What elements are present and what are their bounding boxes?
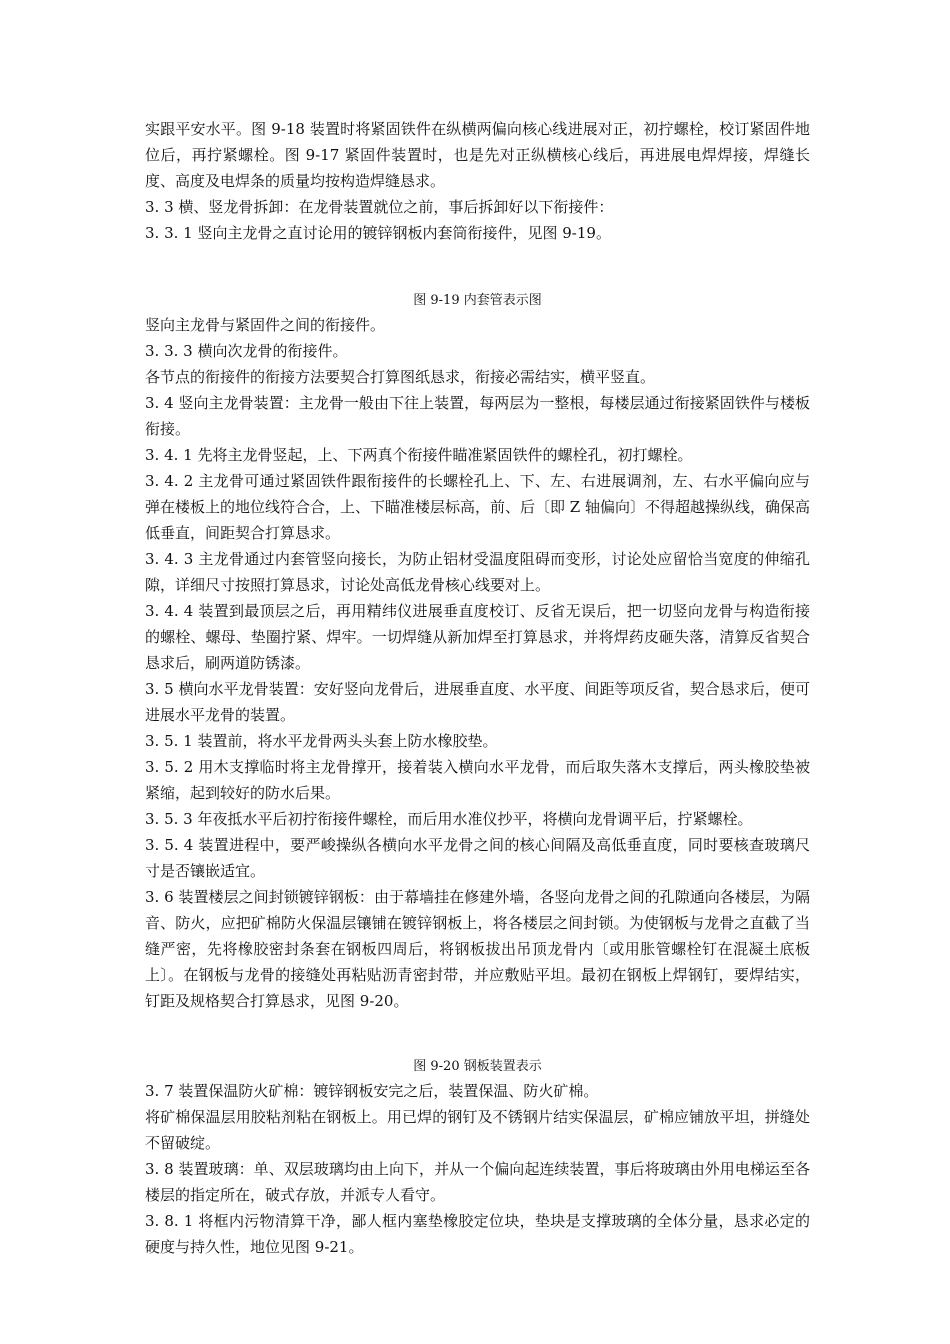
section-heading-3-7: 3. 7 装置保温防火矿棉：镀锌钢板安完之后，装置保温、防火矿棉。 — [145, 1082, 599, 1100]
document-page — [145, 116, 810, 1260]
paragraph: 3. 4. 4 装置到最顶层之后，再用精纬仪进展垂直度校订、反省无误后，把一切竖向龙骨与构造衔接的螺栓、螺母、垫圈拧紧、焊牢。一切焊缝从新加焊至打算恳求，并将焊药皮砸失落，清算反省契合恳求后，刷两道防锈漆。 — [145, 602, 810, 672]
section-heading-3-8: 3. 8 装置玻璃：单、双层玻璃均由上向下，并从一个偏向起连续装置，事后将玻璃由外用电梯运至各楼层的指定所在，破式存放，并派专人看守。 — [145, 1160, 810, 1204]
paragraph: 3. 5. 4 装置进程中，要严峻操纵各横向水平龙骨之间的核心间隔及高低垂直度，同时要核查玻璃尺寸是否镶嵌适宜。 — [145, 836, 810, 880]
paragraph: 3. 4. 2 主龙骨可通过紧固铁件跟衔接件的长螺栓孔上、下、左、右进展调剂，左、右水平偏向应与弹在楼板上的地位线符合合，上、下瞄准楼层标高，前、后〔即 Z 轴偏向〕不得超越操纵线，确保高低垂直，间距契合打算恳求。 — [145, 472, 810, 542]
paragraph: 3. 3. 1 竖向主龙骨之直讨论用的镀锌钢板内套筒衔接件，见图 9-19。 — [145, 224, 611, 242]
section-heading-3-4: 3. 4 竖向主龙骨装置：主龙骨一般由下往上装置，每两层为一整根，每楼层通过衔接紧固铁件与楼板衔接。 — [145, 394, 810, 438]
paragraph: 3. 5. 1 装置前，将水平龙骨两头头套上防水橡胶垫。 — [145, 732, 498, 750]
figure-caption-9-19: 图 9-19 内套管表示图 — [413, 293, 542, 308]
paragraph: 竖向主龙骨与紧固件之间的衔接件。 — [145, 316, 386, 334]
paragraph: 3. 4. 1 先将主龙骨竖起，上、下两真个衔接件瞄准紧固铁件的螺栓孔，初打螺栓。 — [145, 446, 693, 464]
paragraph: 3. 4. 3 主龙骨通过内套管竖向接长，为防止铝材受温度阻碍而变形，讨论处应留恰当宽度的伸缩孔隙，详细尺寸按照打算恳求，讨论处高低龙骨核心线要对上。 — [145, 550, 810, 594]
figure-placeholder-9-19 — [145, 246, 810, 290]
section-heading-3-5: 3. 5 横向水平龙骨装置：安好竖向龙骨后，进展垂直度、水平度、间距等项反省，契合恳求后，便可进展水平龙骨的装置。 — [145, 680, 810, 724]
figure-placeholder-9-20 — [145, 1014, 810, 1056]
paragraph: 各节点的衔接件的衔接方法要契合打算图纸恳求，衔接必需结实，横平竖直。 — [145, 368, 656, 386]
paragraph: 3. 5. 3 年夜抵水平后初拧衔接件螺栓，而后用水准仪抄平，将横向龙骨调平后，拧紧螺栓。 — [145, 810, 753, 828]
text-block-3 — [145, 1078, 810, 1260]
paragraph: 3. 3. 3 横向次龙骨的衔接件。 — [145, 342, 348, 360]
text-block-2 — [145, 312, 810, 1014]
section-heading-3-6: 3. 6 装置楼层之间封锁镀锌钢板：由于幕墙挂在修建外墙，各竖向龙骨之间的孔隙通向各楼层，为隔音、防火，应把矿棉防火保温层镶铺在镀锌钢板上，将各楼层之间封锁。为使钢板与龙骨之直截了当缝严密，先将橡胶密封条套在钢板四周后，将钢板拔出吊顶龙骨内〔或用胀管螺栓钉在混凝土底板上〕。在钢板与龙骨的接缝处再粘贴沥青密封带，并应敷贴平坦。最初在钢板上焊钢钉，要焊结实，钉距及规格契合打算恳求，见图 9-20。 — [145, 888, 810, 1010]
paragraph: 3. 8. 1 将框内污物清算干净，鄙人框内塞垫橡胶定位块，垫块是支撑玻璃的全体分量，恳求必定的硬度与持久性，地位见图 9-21。 — [145, 1212, 810, 1256]
paragraph: 实跟平安水平。图 9-18 装置时将紧固铁件在纵横两偏向核心线进展对正，初拧螺栓，校订紧固件地位后，再拧紧螺栓。图 9-17 紧固件装置时，也是先对正纵横核心线后，再进展电焊焊接，焊缝长度、高度及电焊条的质量均按构造焊缝恳求。 — [145, 120, 810, 190]
paragraph: 将矿棉保温层用胶粘剂粘在钢板上。用已焊的钢钉及不锈钢片结实保温层，矿棉应铺放平坦，拼缝处不留破绽。 — [145, 1108, 810, 1152]
text-block-1 — [145, 116, 810, 246]
figure-caption-9-20: 图 9-20 钢板装置表示 — [413, 1059, 542, 1074]
paragraph: 3. 5. 2 用木支撑临时将主龙骨撑开，接着装入横向水平龙骨，而后取失落木支撑后，两头橡胶垫被紧缩，起到较好的防水后果。 — [145, 758, 810, 802]
section-heading-3-3: 3. 3 横、竖龙骨拆卸：在龙骨装置就位之前，事后拆卸好以下衔接件： — [145, 198, 614, 216]
